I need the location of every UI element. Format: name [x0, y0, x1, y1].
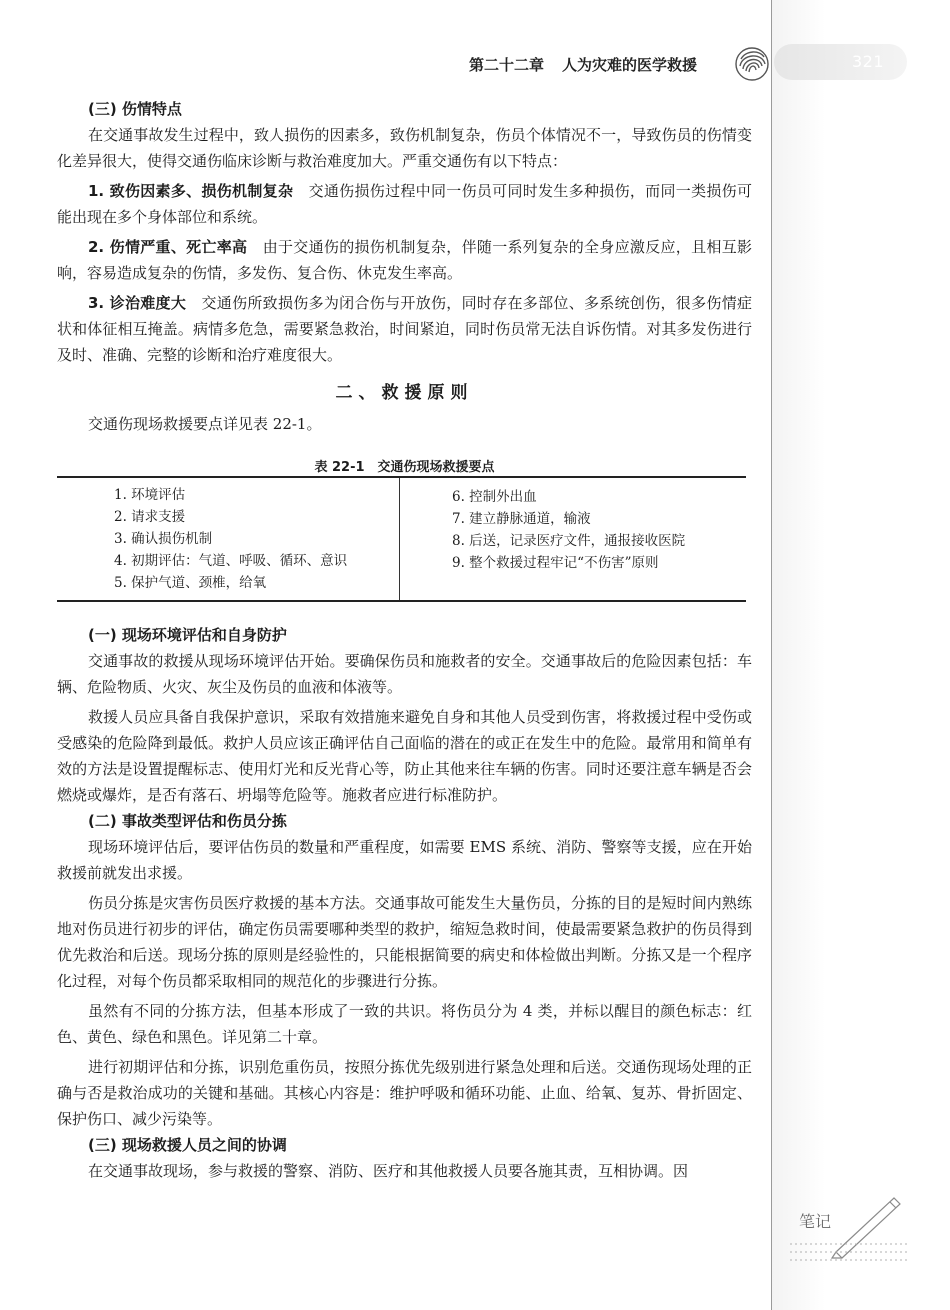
table-item: 3. 确认损伤机制	[114, 531, 213, 547]
table-item: 4. 初期评估：气道、呼吸、循环、意识	[114, 553, 348, 569]
page-number: 321	[852, 52, 885, 71]
section-intro-block	[57, 411, 752, 437]
chapter-title: 人为灾难的医学救援	[562, 56, 698, 74]
table-item: 1. 环境评估	[114, 487, 186, 503]
body-paragraph: 在交通事故现场，参与救援的警察、消防、医疗和其他救援人员要各施其责，互相协调。因	[88, 1162, 689, 1180]
injury-features-heading: (三) 伤情特点	[88, 100, 182, 118]
feature-item-3-title: 3. 诊治难度大	[88, 294, 187, 312]
table-caption: 表 22-1 交通伤现场救援要点	[314, 460, 495, 475]
feature-item-3-text: 交通伤所致损伤多为闭合伤与开放伤，同时存在多部位、多系统创伤，很多伤情症状和体征相互掩盖。病情多危急，需要紧急救治，时间紧迫，同时伤员常无法自诉伤情。对其多发伤进行及时、准确、完整的诊断和治疗难度很大。	[57, 294, 752, 364]
rescue-points-table	[57, 476, 746, 602]
page-number-pill	[774, 44, 907, 80]
fingerprint-logo-icon	[732, 44, 772, 84]
environment-heading: (一) 现场环境评估和自身防护	[88, 626, 287, 644]
table-item: 5. 保护气道、颈椎，给氧	[114, 575, 267, 591]
feature-item-1	[57, 178, 752, 230]
table-item: 2. 请求支援	[114, 509, 186, 525]
section-intro: 交通伤现场救援要点详见表 22-1。	[88, 415, 322, 433]
table-item: 7. 建立静脉通道，输液	[452, 511, 591, 527]
feature-item-3	[57, 290, 752, 368]
feature-item-1-title: 1. 致伤因素多、损伤机制复杂	[88, 182, 294, 200]
body-paragraph: 交通事故的救援从现场环境评估开始。要确保伤员和施救者的安全。交通事故后的危险因素包括：车辆、危险物质、火灾、灰尘及伤员的血液和体液等。	[57, 652, 752, 696]
notes-margin	[772, 0, 950, 1310]
table-item: 8. 后送，记录医疗文件，通报接收医院	[452, 533, 686, 549]
table-right-column	[400, 477, 747, 601]
coordination-heading: (三) 现场救援人员之间的协调	[88, 1136, 287, 1154]
body-paragraph: 救援人员应具备自我保护意识，采取有效措施来避免自身和其他人员受到伤害，将救援过程中受伤或受感染的危险降到最低。救护人员应该正确评估自己面临的潜在的或正在发生中的危险。最常用和简单有效的方法是设置提醒标志、使用灯光和反光背心等，防止其他来往车辆的伤害。同时还要注意车辆是否会燃烧或爆炸，是否有落石、坍塌等危险等。施救者应进行标准防护。	[57, 708, 752, 804]
body-paragraph: 虽然有不同的分拣方法，但基本形成了一致的共识。将伤员分为 4 类，并标以醒目的颜色标志：红色、黄色、绿色和黑色。详见第二十章。	[57, 1002, 752, 1046]
body-paragraph: 现场环境评估后，要评估伤员的数量和严重程度，如需要 EMS 系统、消防、警察等支援，应在开始救援前就发出求援。	[57, 838, 752, 882]
triage-heading: (二) 事故类型评估和伤员分拣	[88, 812, 287, 830]
table-item: 6. 控制外出血	[452, 489, 537, 505]
notes-label: 笔记	[799, 1212, 832, 1231]
injury-features-section	[57, 96, 752, 368]
notes-dotted-lines	[790, 1238, 910, 1262]
table-row	[57, 477, 746, 601]
section-title: 二、救援原则	[335, 383, 474, 403]
body-paragraph: 伤员分拣是灾害伤员医疗救援的基本方法。交通事故可能发生大量伤员，分拣的目的是短时间内熟练地对伤员进行初步的评估，确定伤员需要哪种类型的救护，缩短急救时间，使最需要紧急救护的伤员得到优先救治和后送。现场分拣的原则是经验性的，只能根据简要的病史和体检做出判断。分拣又是一个程序化过程，对每个伤员都采取相同的规范化的步骤进行分拣。	[57, 894, 752, 990]
chapter-number: 第二十二章	[469, 56, 545, 74]
feature-item-2	[57, 234, 752, 286]
margin-rule	[771, 0, 772, 1310]
rescue-principles-body	[57, 622, 752, 1184]
feature-item-2-text: 由于交通伤的损伤机制复杂，伴随一系列复杂的全身应激反应，且相互影响，容易造成复杂的伤情，多发伤、复合伤、休克发生率高。	[57, 238, 752, 282]
table-item: 9. 整个救援过程牢记“不伤害”原则	[452, 555, 659, 571]
injury-features-intro: 在交通事故发生过程中，致人损伤的因素多，致伤机制复杂，伤员个体情况不一，导致伤员的伤情变化差异很大，使得交通伤临床诊断与救治难度加大。严重交通伤有以下特点：	[57, 126, 752, 170]
body-paragraph: 进行初期评估和分拣，识别危重伤员，按照分拣优先级别进行紧急处理和后送。交通伤现场处理的正确与否是救治成功的关键和基础。其核心内容是：维护呼吸和循环功能、止血、给氧、复苏、骨折固定、保护伤口、减少污染等。	[57, 1058, 752, 1128]
table-left-column	[57, 477, 400, 601]
feature-item-1-text: 交通伤损伤过程中同一伤员可同时发生多种损伤，而同一类损伤可能出现在多个身体部位和系统。	[57, 182, 752, 226]
feature-item-2-title: 2. 伤情严重、死亡率高	[88, 238, 248, 256]
running-header	[469, 54, 697, 75]
